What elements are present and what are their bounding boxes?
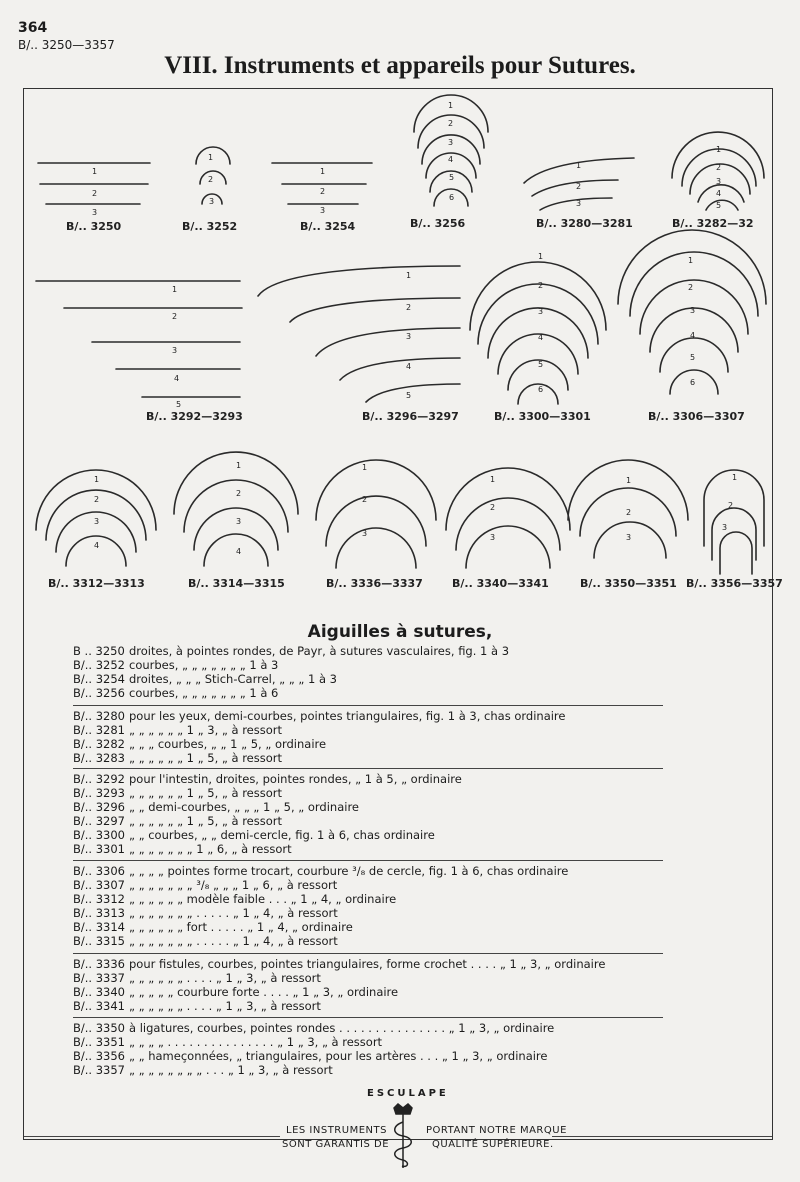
needle-number: 1	[92, 167, 98, 176]
needle-number: 3	[236, 517, 242, 526]
catalog-number: B/.. 3292	[73, 772, 125, 786]
list-row	[73, 1000, 673, 1014]
needle-list-group	[73, 1022, 673, 1078]
figure-caption: B/.. 3350—3351	[580, 577, 677, 590]
item-description: droites, „ „ „ Stich-Carrel, „ „ „ 1 à 3	[129, 671, 337, 686]
item-description: courbes, „ „ „ „ „ „ „ 1 à 3	[129, 657, 279, 672]
needle-number: 3	[362, 529, 368, 538]
list-row	[73, 773, 673, 787]
needle-number: 1	[490, 475, 496, 484]
item-description: à ligatures, courbes, pointes rondes . . . . . . . . . . . . . . . „ 1 „ 3, „ ordinaire	[129, 1021, 555, 1035]
item-description: „ „ „ „ „ „ fort . . . . . „ 1 „ 4, „ ordinaire	[129, 919, 353, 934]
catalog-number: B/.. 3296	[73, 799, 125, 814]
catalog-number: B/.. 3256	[73, 685, 125, 700]
item-description: „ „ „ „ „ „ 1 „ 5, „ à ressort	[129, 785, 283, 800]
item-description: „ „ „ „ „ „ „ „ . . . „ 1 „ 3, „ à ressort	[129, 1062, 333, 1077]
catalog-number: B/.. 3300	[73, 827, 125, 842]
figure-caption: B/.. 3306—3307	[648, 410, 745, 423]
needle-number: 1	[236, 461, 242, 470]
item-description: „ „ „ „ pointes forme trocart, courbure ³/₈ de cercle, fig. 1 à 6, chas ordinaire	[129, 864, 569, 878]
needle-number: 3	[626, 533, 632, 542]
needle-number: 3	[538, 307, 544, 316]
needle-number: 2	[320, 187, 326, 196]
list-row	[73, 687, 673, 701]
figure-caption: B/.. 3336—3337	[326, 577, 423, 590]
item-description: „ „ demi-courbes, „ „ „ 1 „ 5, „ ordinaire	[129, 799, 360, 814]
catalog-number: B/.. 3313	[73, 905, 125, 920]
needle-number: 4	[538, 333, 544, 342]
list-row	[73, 986, 673, 1000]
list-row	[73, 865, 673, 879]
catalog-number: B/.. 3357	[73, 1062, 125, 1077]
caduceus-logo-icon	[388, 1102, 418, 1172]
item-description: „ „ „ courbes, „ „ 1 „ 5, „ ordinaire	[129, 736, 327, 751]
list-row	[73, 645, 673, 659]
group-divider	[73, 705, 663, 706]
needle-list-group	[73, 773, 673, 856]
needle-number: 4	[236, 547, 242, 556]
needle-number: 6	[538, 385, 544, 394]
list-row	[73, 1050, 673, 1064]
catalog-number: B/.. 3280	[73, 709, 125, 723]
item-description: pour fistules, courbes, pointes triangulaires, forme crochet . . . . „ 1 „ 3, „ ordinaire	[129, 957, 606, 971]
catalog-number: B/.. 3350	[73, 1021, 125, 1035]
needle-number: 2	[728, 501, 734, 510]
page-title: VIII. Instruments et appareils pour Sutures.	[164, 52, 636, 79]
catalog-number: B/.. 3341	[73, 998, 125, 1013]
list-row	[73, 815, 673, 829]
needle-number: 3	[406, 332, 412, 341]
figure-caption: B/.. 3254	[300, 220, 356, 233]
needle-number: 5	[690, 353, 696, 362]
catalog-number: B/.. 3340	[73, 984, 125, 999]
catalog-number: B/.. 3306	[73, 864, 125, 878]
catalog-number: B/.. 3252	[73, 657, 125, 672]
needle-number: 3	[448, 138, 454, 147]
list-row	[73, 801, 673, 815]
needle-number: 5	[538, 360, 544, 369]
needle-number: 1	[576, 161, 582, 170]
group-divider	[73, 953, 663, 954]
footer-rule-left	[24, 1136, 280, 1137]
figure-caption: B/.. 3250	[66, 220, 122, 233]
catalog-number: B/.. 3283	[73, 750, 125, 765]
needle-number: 1	[626, 476, 632, 485]
catalog-number: B .. 3250	[73, 644, 125, 658]
footer-left-line-2: SONT GARANTIS DE	[282, 1139, 390, 1150]
needle-list-group	[73, 865, 673, 948]
needle-number: 3	[94, 517, 100, 526]
needle-list-group	[73, 710, 673, 766]
needle-number: 1	[406, 271, 412, 280]
item-description: „ „ „ „ . . . . . . . . . . . . . . . „ 1 „ 3, „ à ressort	[129, 1034, 383, 1049]
catalog-number: B/.. 3336	[73, 957, 125, 971]
needle-number: 5	[406, 391, 412, 400]
group-divider	[73, 768, 663, 769]
item-description: courbes, „ „ „ „ „ „ „ 1 à 6	[129, 685, 279, 700]
footer-left-line-1: LES INSTRUMENTS	[286, 1125, 387, 1136]
item-description: droites, à pointes rondes, de Payr, à sutures vasculaires, fig. 1 à 3	[129, 644, 510, 658]
figure-caption: B/.. 3280—3281	[536, 217, 633, 230]
needle-number: 2	[94, 495, 100, 504]
needle-number: 6	[690, 378, 696, 387]
list-row	[73, 921, 673, 935]
catalog-number: B/.. 3351	[73, 1034, 125, 1049]
group-divider	[73, 1017, 663, 1018]
needle-list-group	[73, 958, 673, 1014]
catalog-number: B/.. 3337	[73, 970, 125, 985]
needle-number: 4	[690, 331, 696, 340]
needle-number: 2	[490, 503, 496, 512]
needle-number: 4	[448, 155, 454, 164]
needle-number: 4	[94, 541, 100, 550]
needle-number: 1	[716, 145, 722, 154]
needle-number: 3	[490, 533, 496, 542]
item-description: „ „ „ „ „ „ modèle faible . . . „ 1 „ 4, „ ordinaire	[129, 891, 397, 906]
catalog-number: B/.. 3356	[73, 1048, 125, 1063]
list-row	[73, 843, 673, 857]
list-row	[73, 710, 673, 724]
needle-number: 3	[722, 523, 728, 532]
footer-rule-right	[552, 1136, 772, 1137]
needle-number: 2	[576, 182, 582, 191]
needle-number: 1	[362, 463, 368, 472]
needle-number: 1	[320, 167, 326, 176]
figure-caption: B/.. 3282—32	[672, 217, 754, 230]
list-row	[73, 958, 673, 972]
item-description: „ „ „ „ „ „ „ 1 „ 6, „ à ressort	[129, 841, 292, 856]
needle-number: 2	[716, 163, 722, 172]
needle-number: 4	[406, 362, 412, 371]
needle-number: 4	[174, 374, 180, 383]
figure-caption: B/.. 3314—3315	[188, 577, 285, 590]
catalog-number: B/.. 3312	[73, 891, 125, 906]
list-row	[73, 972, 673, 986]
list-row	[73, 659, 673, 673]
list-row	[73, 787, 673, 801]
footer-right-line-1: PORTANT NOTRE MARQUE	[426, 1125, 567, 1136]
item-description: „ „ „ „ „ „ 1 „ 5, „ à ressort	[129, 813, 283, 828]
list-row	[73, 1022, 673, 1036]
item-description: „ „ „ „ „ „ . . . . „ 1 „ 3, „ à ressort	[129, 970, 321, 985]
needle-number: 5	[449, 173, 455, 182]
figure-caption: B/.. 3292—3293	[146, 410, 243, 423]
list-row	[73, 738, 673, 752]
catalog-number: B/.. 3297	[73, 813, 125, 828]
figure-caption: B/.. 3340—3341	[452, 577, 549, 590]
needle-number: 2	[208, 175, 214, 184]
item-description: „ „ „ „ „ „ . . . . „ 1 „ 3, „ à ressort	[129, 998, 321, 1013]
catalog-number: B/.. 3315	[73, 933, 125, 948]
item-description: „ „ hameçonnées, „ triangulaires, pour les artères . . . „ 1 „ 3, „ ordinaire	[129, 1048, 548, 1063]
footer-right-line-2: QUALITÉ SUPÉRIEURE.	[432, 1139, 554, 1150]
needle-number: 1	[208, 153, 214, 162]
item-description: „ „ „ „ „ „ „ . . . . . „ 1 „ 4, „ à ressort	[129, 905, 338, 920]
list-row	[73, 1064, 673, 1078]
item-description: „ „ „ „ „ courbure forte . . . . „ 1 „ 3, „ ordinaire	[129, 984, 399, 999]
figure-caption: B/.. 3296—3297	[362, 410, 459, 423]
needle-number: 3	[172, 346, 178, 355]
list-row	[73, 724, 673, 738]
needle-number: 3	[690, 306, 696, 315]
needle-number: 2	[626, 508, 632, 517]
figure-caption: B/.. 3256	[410, 217, 466, 230]
needle-number: 2	[362, 495, 368, 504]
needle-number: 1	[538, 252, 544, 261]
page-number: 364	[18, 20, 48, 36]
needle-number: 2	[688, 283, 694, 292]
item-description: „ „ „ „ „ „ 1 „ 5, „ à ressort	[129, 750, 283, 765]
item-description: „ „ „ „ „ „ „ ³/₈ „ „ „ 1 „ 6, „ à ressort	[129, 877, 338, 892]
figure-caption: B/.. 3312—3313	[48, 577, 145, 590]
item-description: „ „ courbes, „ „ demi-cercle, fig. 1 à 6, chas ordinaire	[129, 827, 435, 842]
needle-number: 4	[716, 189, 722, 198]
needle-number: 2	[406, 303, 412, 312]
catalog-number: B/.. 3281	[73, 722, 125, 737]
catalog-number: B/.. 3301	[73, 841, 125, 856]
figure-caption: B/.. 3356—3357	[686, 577, 783, 590]
needle-number: 1	[732, 473, 738, 482]
item-description: „ „ „ „ „ „ 1 „ 3, „ à ressort	[129, 722, 283, 737]
needle-number: 1	[448, 101, 454, 110]
item-description: pour les yeux, demi-courbes, pointes triangulaires, fig. 1 à 3, chas ordinaire	[129, 709, 566, 723]
catalog-reference: B/.. 3250—3357	[18, 38, 115, 52]
needle-number: 6	[449, 193, 455, 202]
needle-number: 2	[172, 312, 178, 321]
needle-number: 3	[209, 197, 215, 206]
needle-number: 5	[716, 201, 722, 210]
list-row	[73, 893, 673, 907]
needle-number: 1	[688, 256, 694, 265]
figure-caption: B/.. 3300—3301	[494, 410, 591, 423]
needle-number: 3	[320, 206, 326, 215]
list-row	[73, 752, 673, 766]
item-description: pour l'intestin, droites, pointes rondes, „ 1 à 5, „ ordinaire	[129, 772, 462, 786]
needle-number: 3	[92, 208, 98, 217]
list-row	[73, 1036, 673, 1050]
catalog-number: B/.. 3307	[73, 877, 125, 892]
needle-number: 3	[716, 177, 722, 186]
group-divider	[73, 860, 663, 861]
catalog-number: B/.. 3282	[73, 736, 125, 751]
section-heading: Aiguilles à sutures,	[307, 622, 493, 642]
catalog-number: B/.. 3293	[73, 785, 125, 800]
figure-caption: B/.. 3252	[182, 220, 238, 233]
brand-logo-text: ESCULAPE	[367, 1088, 449, 1099]
needle-number: 1	[172, 285, 178, 294]
needle-number: 1	[94, 475, 100, 484]
needle-number: 2	[92, 189, 98, 198]
catalog-number: B/.. 3314	[73, 919, 125, 934]
item-description: „ „ „ „ „ „ „ . . . . . „ 1 „ 4, „ à ressort	[129, 933, 338, 948]
list-row	[73, 673, 673, 687]
needle-number: 2	[236, 489, 242, 498]
list-row	[73, 907, 673, 921]
needle-number: 5	[176, 400, 182, 409]
needle-number: 2	[448, 119, 454, 128]
needle-number: 3	[576, 199, 582, 208]
needle-list-group	[73, 645, 673, 701]
list-row	[73, 829, 673, 843]
needle-number: 2	[538, 281, 544, 290]
list-row	[73, 935, 673, 949]
catalog-number: B/.. 3254	[73, 671, 125, 686]
list-row	[73, 879, 673, 893]
